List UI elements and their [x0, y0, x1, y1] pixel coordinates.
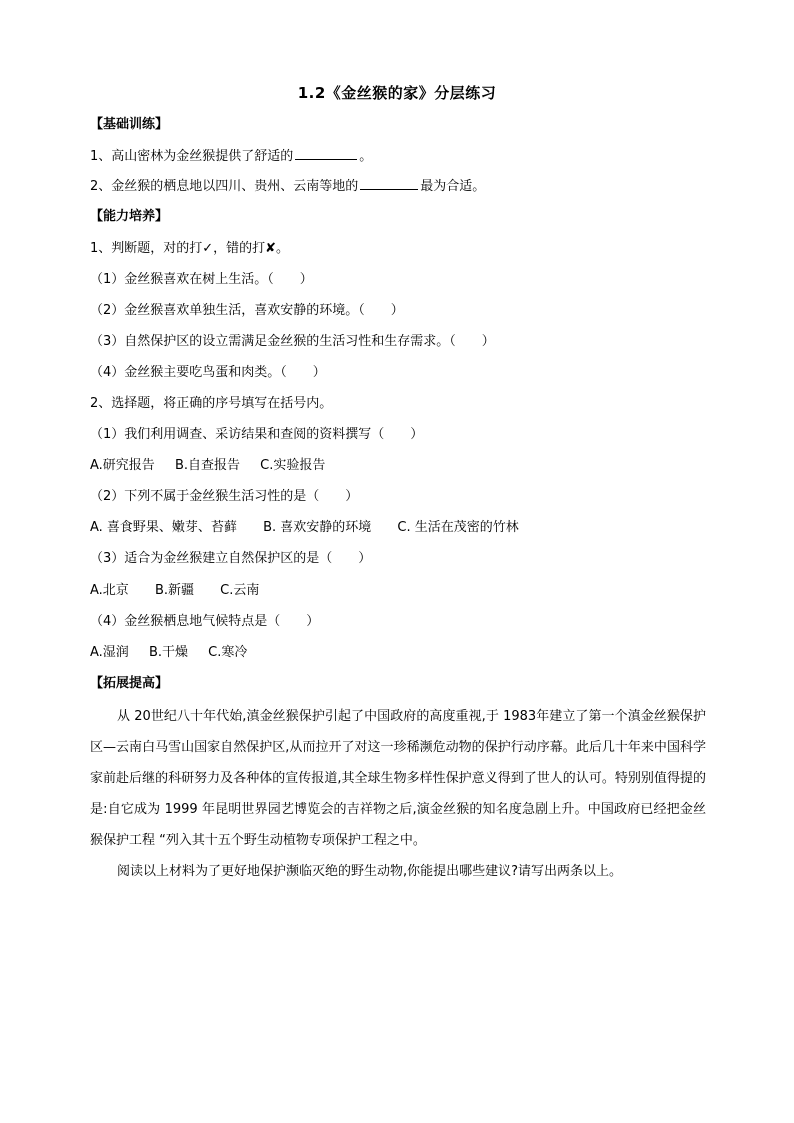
option-c: C.云南	[220, 583, 260, 598]
option-a: A.研究报告	[90, 458, 155, 473]
judge-title: 1、判断题，对的打✓，错的打✘。	[90, 241, 290, 256]
choice-options-2	[90, 519, 519, 537]
basic-q2-end: 最为合适。	[420, 179, 486, 194]
choice-question-2: （2）下列不属于金丝猴生活习性的是（ ）	[90, 489, 359, 504]
option-a: A.北京	[90, 583, 129, 598]
section-heading-basic: 【基础训练】	[90, 117, 169, 132]
choice-title: 2、选择题，将正确的序号填写在括号内。	[90, 396, 333, 411]
judge-item-2: （2）金丝猴喜欢单独生活，喜欢安静的环境。（ ）	[90, 303, 404, 318]
judge-item-3: （3）自然保护区的设立需满足金丝猴的生活习性和生存需求。（ ）	[90, 334, 495, 349]
choice-question-1: （1）我们利用调查、采访结果和查阅的资料撰写（ ）	[90, 427, 424, 442]
answer-blank[interactable]	[360, 177, 418, 190]
option-b: B.自查报告	[174, 458, 241, 473]
choice-question-4: （4）金丝猴栖息地气候特点是（ ）	[90, 614, 320, 629]
option-a: A. 喜食野果、嫩芽、苔藓	[90, 520, 237, 535]
option-c: C.实验报告	[260, 458, 326, 473]
choice-options-1	[90, 457, 325, 475]
option-c: C.寒冷	[208, 645, 248, 660]
basic-q1-end: 。	[359, 149, 373, 164]
section-heading-ability: 【能力培养】	[90, 209, 169, 224]
option-b: B.干燥	[148, 645, 189, 660]
option-c: C. 生活在茂密的竹林	[397, 520, 519, 535]
basic-q2-text: 2、金丝猴的栖息地以四川、贵州、云南等地的	[90, 179, 359, 194]
judge-item-1: （1）金丝猴喜欢在树上生活。（ ）	[90, 272, 313, 287]
choice-options-4	[90, 644, 247, 662]
basic-question-2	[90, 177, 485, 196]
reading-question: 阅读以上材料为了更好地保护濒临灭绝的野生动物,你能提出哪些建议?请写出两条以上。	[117, 864, 623, 879]
option-a: A.湿润	[90, 645, 129, 660]
choice-options-3	[90, 582, 259, 600]
basic-question-1	[90, 147, 372, 166]
choice-question-3: （3）适合为金丝猴建立自然保护区的是（ ）	[90, 551, 372, 566]
section-heading-extend: 【拓展提高】	[90, 676, 169, 691]
page-title: 1.2《金丝猴的家》分层练习	[297, 84, 497, 102]
option-b: B. 喜欢安静的环境	[263, 520, 372, 535]
basic-q1-text: 1、高山密林为金丝猴提供了舒适的	[90, 149, 294, 164]
reading-passage: 从 20世纪八十年代始,滇金丝猴保护引起了中国政府的高度重视,于 1983年建立了第一个滇金丝猴保护区—云南白马雪山国家自然保护区,从而拉开了对这一珍稀濒危动物的保护行动序幕。此后几十年来中国科学家前赴后继的科研努力及各种体的宣传报道,其全球生物多样性保护意义得到了世人的认可。特别别值得提的是:自它成为 1999 年昆明世界园艺博览会的吉祥物之后,演金丝猴的知名度急剧上升。中国政府已经把金丝猴保护工程 “列入其十五个野生动植物专项保护工程之中。	[90, 709, 706, 848]
judge-item-4: （4）金丝猴主要吃鸟蛋和肉类。（ ）	[90, 365, 326, 380]
answer-blank[interactable]	[295, 147, 357, 160]
option-b: B.新疆	[154, 583, 195, 598]
